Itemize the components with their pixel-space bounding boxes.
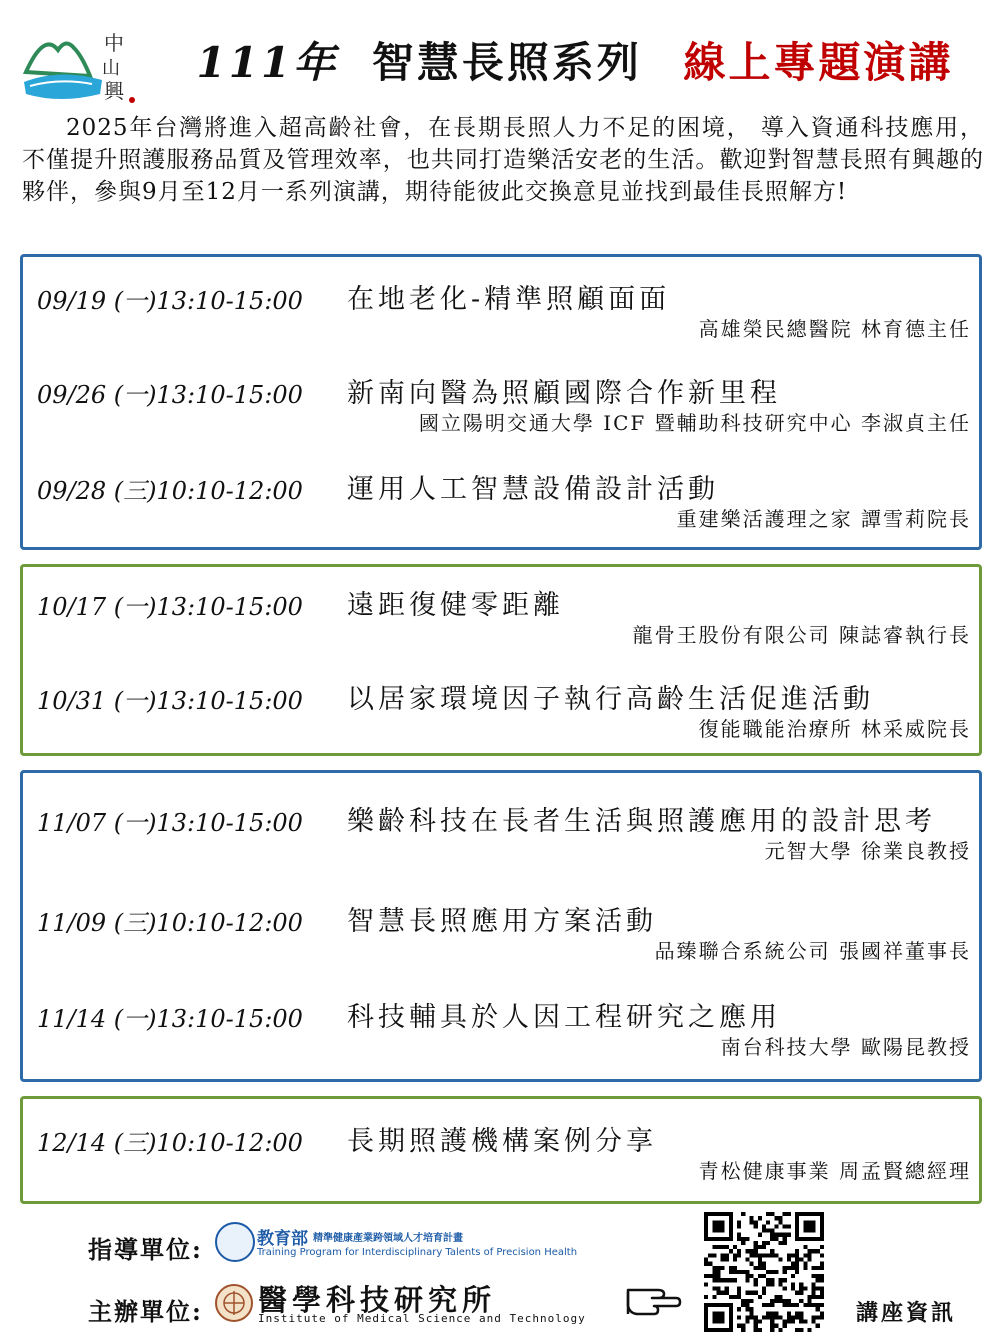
event-datetime: 11/14 (一)13:10-15:00 (37, 1005, 303, 1033)
event-item (23, 375, 979, 445)
qr-label: 講座資訊 (856, 1300, 957, 1326)
title-main: 智慧長照系列 (371, 38, 642, 87)
event-item (23, 681, 979, 751)
event-item (23, 803, 979, 873)
advisor-label: 指導單位: (88, 1235, 203, 1264)
event-topic: 遠距復健零距離 (347, 590, 564, 621)
event-datetime: 10/31 (一)13:10-15:00 (37, 687, 303, 715)
event-datetime: 09/28 (三)10:10-12:00 (37, 477, 303, 505)
pointing-hand-icon (624, 1272, 684, 1324)
moe-program-en: Training Program for Interdisciplinary Talents of Precision Health (257, 1247, 578, 1258)
event-speaker: 高雄榮民總醫院 林育德主任 (698, 317, 971, 341)
event-datetime: 09/26 (一)13:10-15:00 (37, 381, 303, 409)
schedule-group-october (20, 564, 982, 756)
event-topic: 在地老化-精準照顧面面 (347, 284, 671, 315)
organizer-label: 主辦單位: (88, 1297, 203, 1326)
svg-text:中: 中 (104, 31, 124, 55)
event-speaker: 重建樂活護理之家 譚雪莉院長 (676, 507, 971, 531)
intro-paragraph: 2025年台灣將進入超高齡社會，在長期長照人力不足的困境， 導入資通科技應用， 不僅提升照護服務品質及管理效率，也共同打造樂活安老的生活。歡迎對智慧長照有興趣的夥伴，參與9月至12月一系列演講，期待能彼此交換意見並找到最佳長照解方! (22, 115, 984, 205)
title-year: 111年 (196, 38, 339, 87)
event-speaker: 青松健康事業 周孟賢總經理 (698, 1159, 971, 1183)
institute-name: 醫學科技研究所 (258, 1283, 497, 1317)
event-item (23, 1123, 979, 1193)
event-item (23, 471, 979, 541)
svg-text:興: 興 (104, 79, 124, 103)
event-datetime: 09/19 (一)13:10-15:00 (37, 287, 303, 315)
moe-program: 精準健康產業跨領域人才培育計畫 (313, 1233, 463, 1244)
event-speaker: 元智大學 徐業良教授 (764, 839, 971, 863)
event-topic: 樂齡科技在長者生活與照護應用的設計思考 (347, 806, 936, 837)
moe-seal-icon (215, 1222, 255, 1262)
event-datetime: 12/14 (三)10:10-12:00 (37, 1129, 303, 1157)
event-topic: 新南向醫為照顧國際合作新里程 (347, 378, 781, 409)
event-speaker: 復能職能治療所 林采威院長 (698, 717, 971, 741)
event-speaker: 品臻聯合系統公司 張國祥董事長 (654, 939, 971, 963)
event-datetime: 11/09 (三)10:10-12:00 (37, 909, 303, 937)
event-speaker: 國立陽明交通大學 ICF 暨輔助科技研究中心 李淑貞主任 (418, 411, 971, 435)
event-speaker: 龍骨王股份有限公司 陳誌睿執行長 (632, 623, 971, 647)
institute-seal-icon (214, 1283, 254, 1323)
event-datetime: 11/07 (一)13:10-15:00 (37, 809, 303, 837)
university-logo (20, 20, 140, 106)
event-topic: 智慧長照應用方案活動 (347, 906, 657, 937)
event-datetime: 10/17 (一)13:10-15:00 (37, 593, 303, 621)
schedule-group-september (20, 254, 982, 550)
page-title (150, 30, 1000, 90)
schedule-group-november (20, 770, 982, 1082)
event-item (23, 999, 979, 1069)
schedule-group-december (20, 1096, 982, 1204)
moe-name: 教育部 (257, 1229, 308, 1249)
event-topic: 長期照護機構案例分享 (347, 1126, 657, 1157)
event-topic: 運用人工智慧設備設計活動 (347, 474, 719, 505)
event-topic: 科技輔具於人因工程研究之應用 (347, 1002, 781, 1033)
event-item (23, 281, 979, 351)
event-topic: 以居家環境因子執行高齡生活促進活動 (347, 684, 874, 715)
qr-code[interactable] (704, 1212, 824, 1332)
svg-text:山: 山 (102, 58, 120, 79)
event-speaker: 南台科技大學 歐陽昆教授 (720, 1035, 971, 1059)
title-accent: 線上專題演講 (683, 38, 954, 87)
event-item (23, 587, 979, 657)
institute-name-en: Institute of Medical Science and Technology (258, 1312, 586, 1325)
event-item (23, 903, 979, 973)
